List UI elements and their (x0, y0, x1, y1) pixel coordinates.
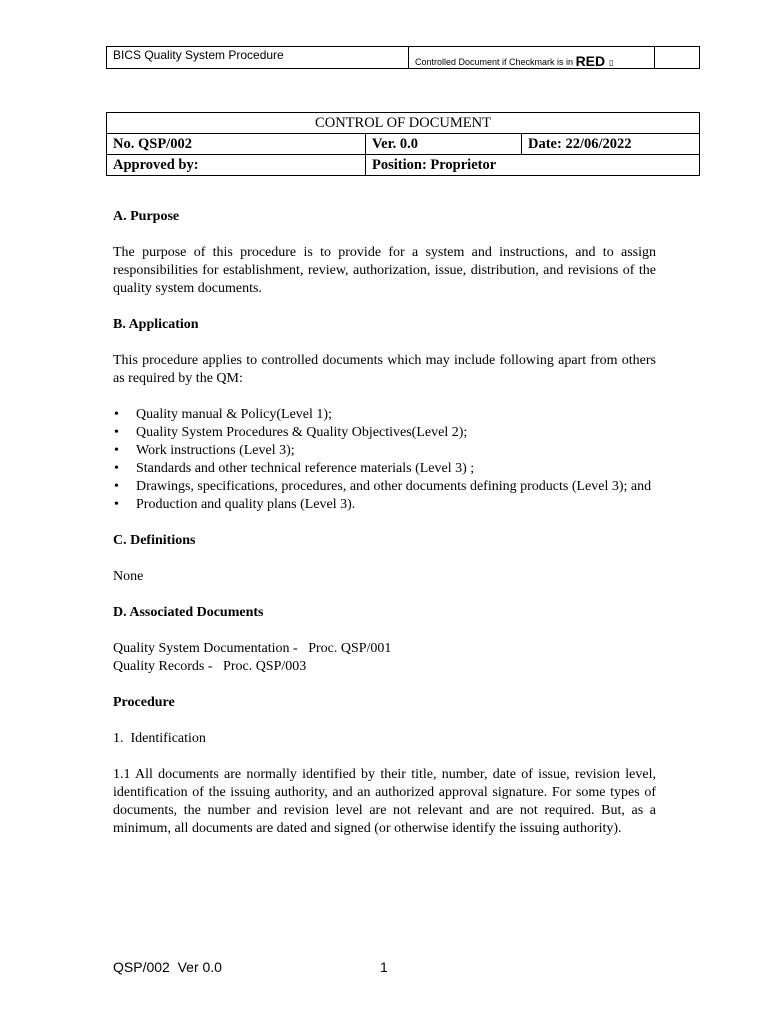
associated-line-1: Quality System Documentation - Proc. QSP/001 (113, 641, 392, 656)
list-item: • Drawings, specifications, procedures, and other documents defining products (Level 3); and (113, 478, 656, 496)
document-number: No. QSP/002 (107, 134, 366, 155)
application-list (113, 406, 656, 514)
system-title: BICS Quality System Procedure (107, 47, 409, 68)
checkmark-cell (655, 47, 699, 68)
list-item: • Standards and other technical reference materials (Level 3) ; (113, 460, 656, 478)
purpose-text: The purpose of this procedure is to provide for a system and instructions, and to assign responsibilities for establishment, review, authorization, issue, distribution, and revisions of the quality system documents. (113, 245, 656, 296)
control-table (106, 112, 700, 176)
procedure-heading: Procedure (113, 695, 175, 710)
page-number: 1 (380, 959, 388, 975)
controlled-text: Controlled Document if Checkmark is in (415, 57, 576, 67)
checkmark-box-icon: ▯ (609, 58, 614, 67)
associated-line-2: Quality Records - Proc. QSP/003 (113, 659, 307, 674)
header-strip (106, 46, 700, 69)
approver-position: Position: Proprietor (366, 155, 700, 176)
associated-heading: D. Associated Documents (113, 605, 264, 620)
application-text: This procedure applies to controlled documents which may include following apart from others as required by the QM: (113, 353, 656, 386)
controlled-document-note (409, 47, 655, 68)
purpose-heading: A. Purpose (113, 209, 180, 224)
document-body (113, 208, 656, 838)
definitions-text: None (113, 569, 144, 584)
list-item: • Quality manual & Policy(Level 1); (113, 406, 656, 424)
document-version: Ver. 0.0 (366, 134, 522, 155)
identification-subheading: 1. Identification (113, 731, 206, 746)
approved-by: Approved by: (107, 155, 366, 176)
definitions-heading: C. Definitions (113, 533, 196, 548)
list-item: • Production and quality plans (Level 3). (113, 496, 656, 514)
document-date: Date: 22/06/2022 (522, 134, 700, 155)
page-footer (113, 959, 513, 975)
list-item: • Work instructions (Level 3); (113, 442, 656, 460)
footer-doc-ref: QSP/002 Ver 0.0 (113, 959, 222, 975)
control-title: CONTROL OF DOCUMENT (107, 113, 700, 134)
identification-text: 1.1 All documents are normally identified by their title, number, date of issue, revision level, identification of the issuing authority, and an authorized approval signature. For some types of documents, the number and revision level are not relevant and are not required. But, as a minimum, all documents are dated and signed (or otherwise identify the issuing authority). (113, 767, 656, 836)
list-item: • Quality System Procedures & Quality Objectives(Level 2); (113, 424, 656, 442)
application-heading: B. Application (113, 317, 199, 332)
red-word: RED (575, 53, 606, 69)
